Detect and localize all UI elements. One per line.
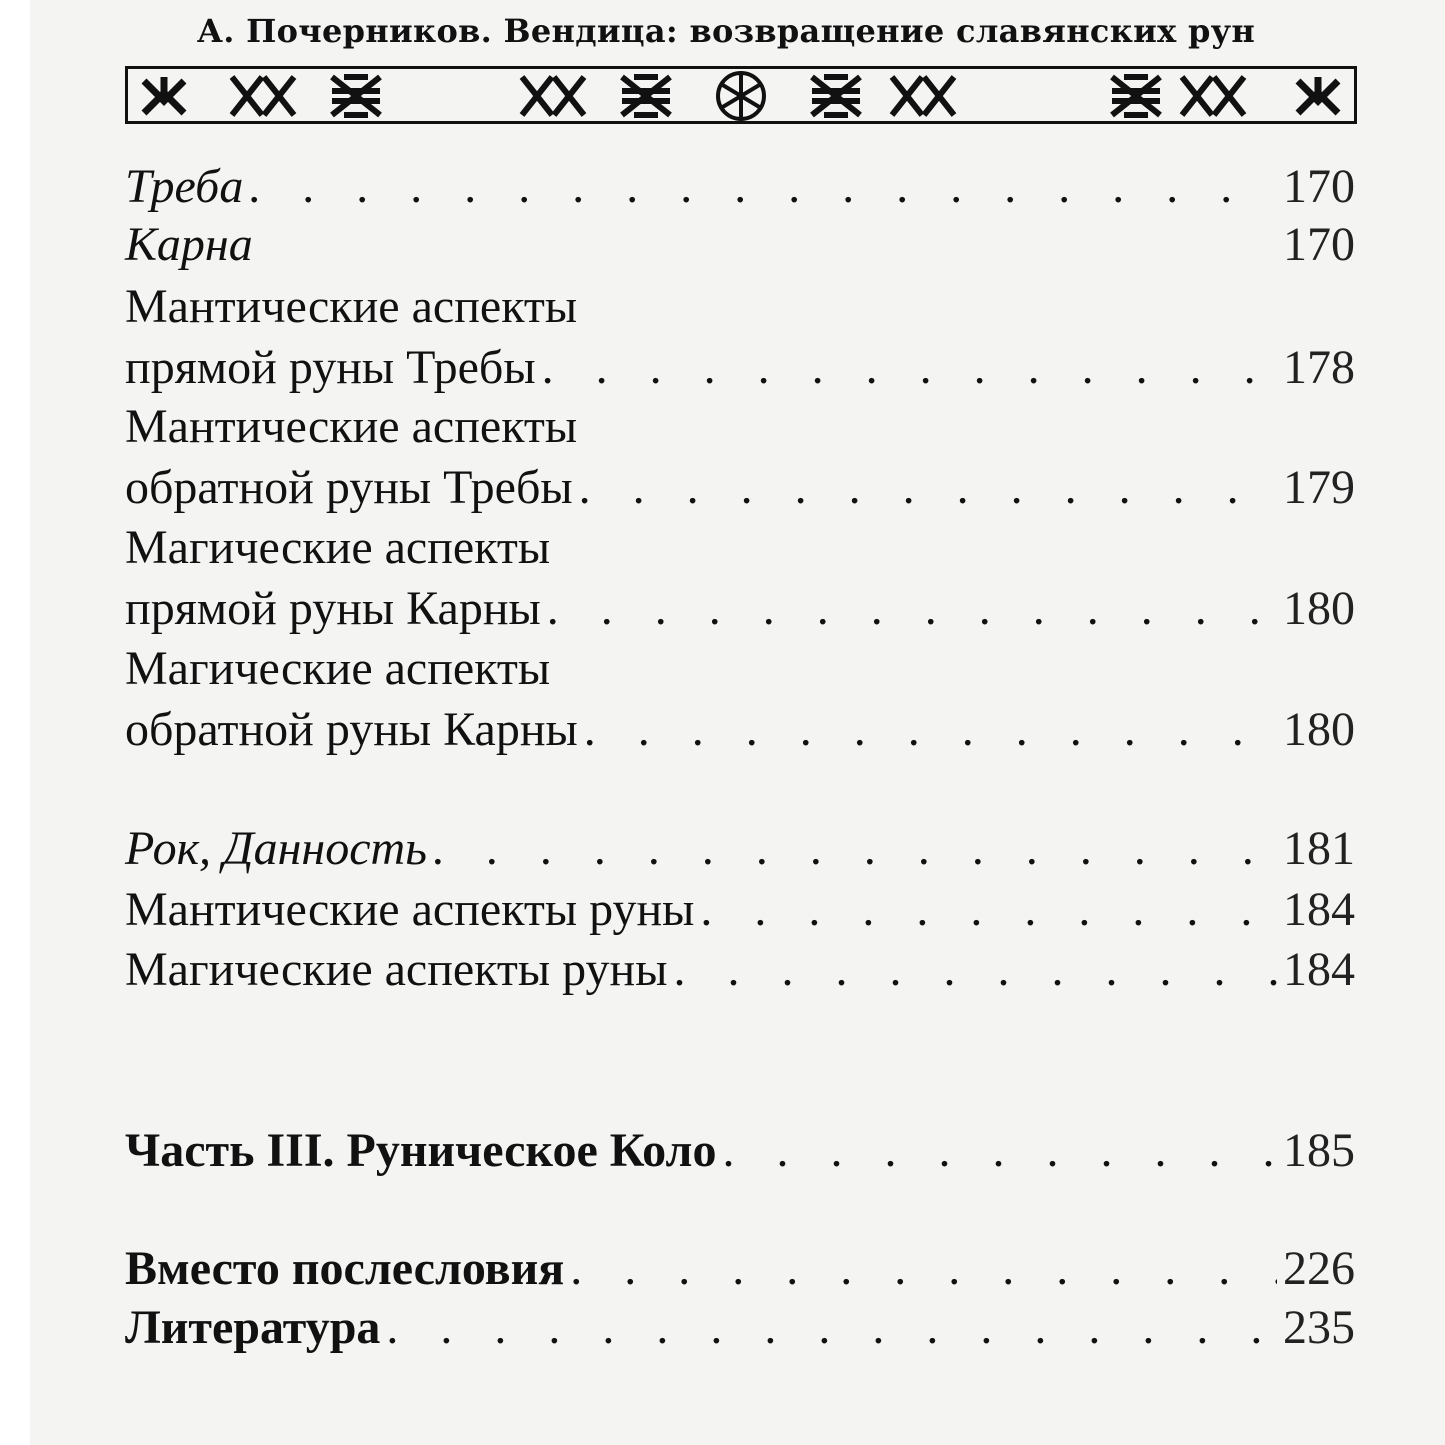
toc-entry-page: 184 <box>1283 943 1355 996</box>
running-header: А. Почерников. Вендица: возвращение славянских рун <box>196 12 1256 50</box>
toc-entry-page: 170 <box>1283 160 1355 213</box>
toc-entry-title: Вместо послесловия <box>125 1242 565 1295</box>
leader-dots <box>722 1122 1277 1180</box>
leader-dots <box>673 941 1277 999</box>
toc-entry-title: прямой руны Карны <box>125 582 541 635</box>
toc-entry[interactable] <box>125 881 1355 939</box>
toc-entry-page: 178 <box>1283 341 1355 394</box>
toc-entry[interactable] <box>125 820 1355 878</box>
toc-entry-title-line: Мантические аспекты <box>125 280 578 333</box>
toc-entry-title: обратной руны Карны <box>125 703 578 756</box>
leader-dots <box>542 339 1277 397</box>
rune-knot-icon <box>1108 73 1164 119</box>
leader-dots <box>579 459 1277 517</box>
rune-knot-icon <box>808 73 864 119</box>
toc-entry-page: 235 <box>1283 1301 1355 1354</box>
toc-entry[interactable] <box>125 1299 1355 1357</box>
toc-entry-page: 184 <box>1283 883 1355 936</box>
toc-entry[interactable] <box>125 216 1355 274</box>
toc-entry[interactable] <box>125 1122 1355 1180</box>
toc-entry-title: Мантические аспекты руны <box>125 883 695 936</box>
toc-entry[interactable] <box>125 339 1355 397</box>
toc-entry-page: 180 <box>1283 582 1355 635</box>
leader-dots <box>386 1299 1277 1357</box>
rune-x-icon <box>518 73 588 119</box>
leader-dots <box>433 820 1277 878</box>
toc-entry-title-line: Магические аспекты <box>125 642 551 695</box>
rune-x-icon <box>1178 73 1248 119</box>
leader-dots <box>584 701 1277 759</box>
wheel-icon <box>713 70 769 122</box>
toc-entry[interactable] <box>125 580 1355 638</box>
toc-entry[interactable] <box>125 158 1355 216</box>
toc-entry-title: Часть III. Руническое Коло <box>125 1124 717 1177</box>
toc-entry-title: Карна <box>125 218 253 271</box>
toc-entry-title: Литература <box>125 1301 381 1354</box>
toc-entry[interactable] <box>125 941 1355 999</box>
toc-entry-title: прямой руны Требы <box>125 341 536 394</box>
rune-x-icon <box>888 73 958 119</box>
leader-dots <box>249 158 1277 216</box>
toc-entry[interactable] <box>125 459 1355 517</box>
rune-cross-icon <box>1290 73 1346 119</box>
rune-x-icon <box>228 73 298 119</box>
toc-entry-title-line: Магические аспекты <box>125 521 551 574</box>
toc-entry-title: Рок, Данность <box>125 822 428 875</box>
toc-entry[interactable] <box>125 701 1355 759</box>
leader-dots <box>547 580 1277 638</box>
toc-entry-title: обратной руны Требы <box>125 461 573 514</box>
leader-dots <box>570 1240 1277 1298</box>
toc-entry-title-line: Мантические аспекты <box>125 400 578 453</box>
toc-entry-page: 179 <box>1283 461 1355 514</box>
toc-entry-title: Треба <box>125 160 244 213</box>
toc-entry-page: 185 <box>1283 1124 1355 1177</box>
rune-knot-icon <box>328 73 384 119</box>
rune-ornament-band <box>125 66 1357 124</box>
toc-entry-page: 181 <box>1283 822 1355 875</box>
book-page <box>30 0 1445 1445</box>
leader-dots <box>700 881 1277 939</box>
toc-entry-page: 180 <box>1283 703 1355 756</box>
toc-entry-title: Магические аспекты руны <box>125 943 668 996</box>
toc-entry[interactable] <box>125 1240 1355 1298</box>
toc-entry-page: 226 <box>1283 1242 1355 1295</box>
toc-entry-page: 170 <box>1283 218 1355 271</box>
rune-cross-icon <box>136 73 192 119</box>
rune-knot-icon <box>618 73 674 119</box>
